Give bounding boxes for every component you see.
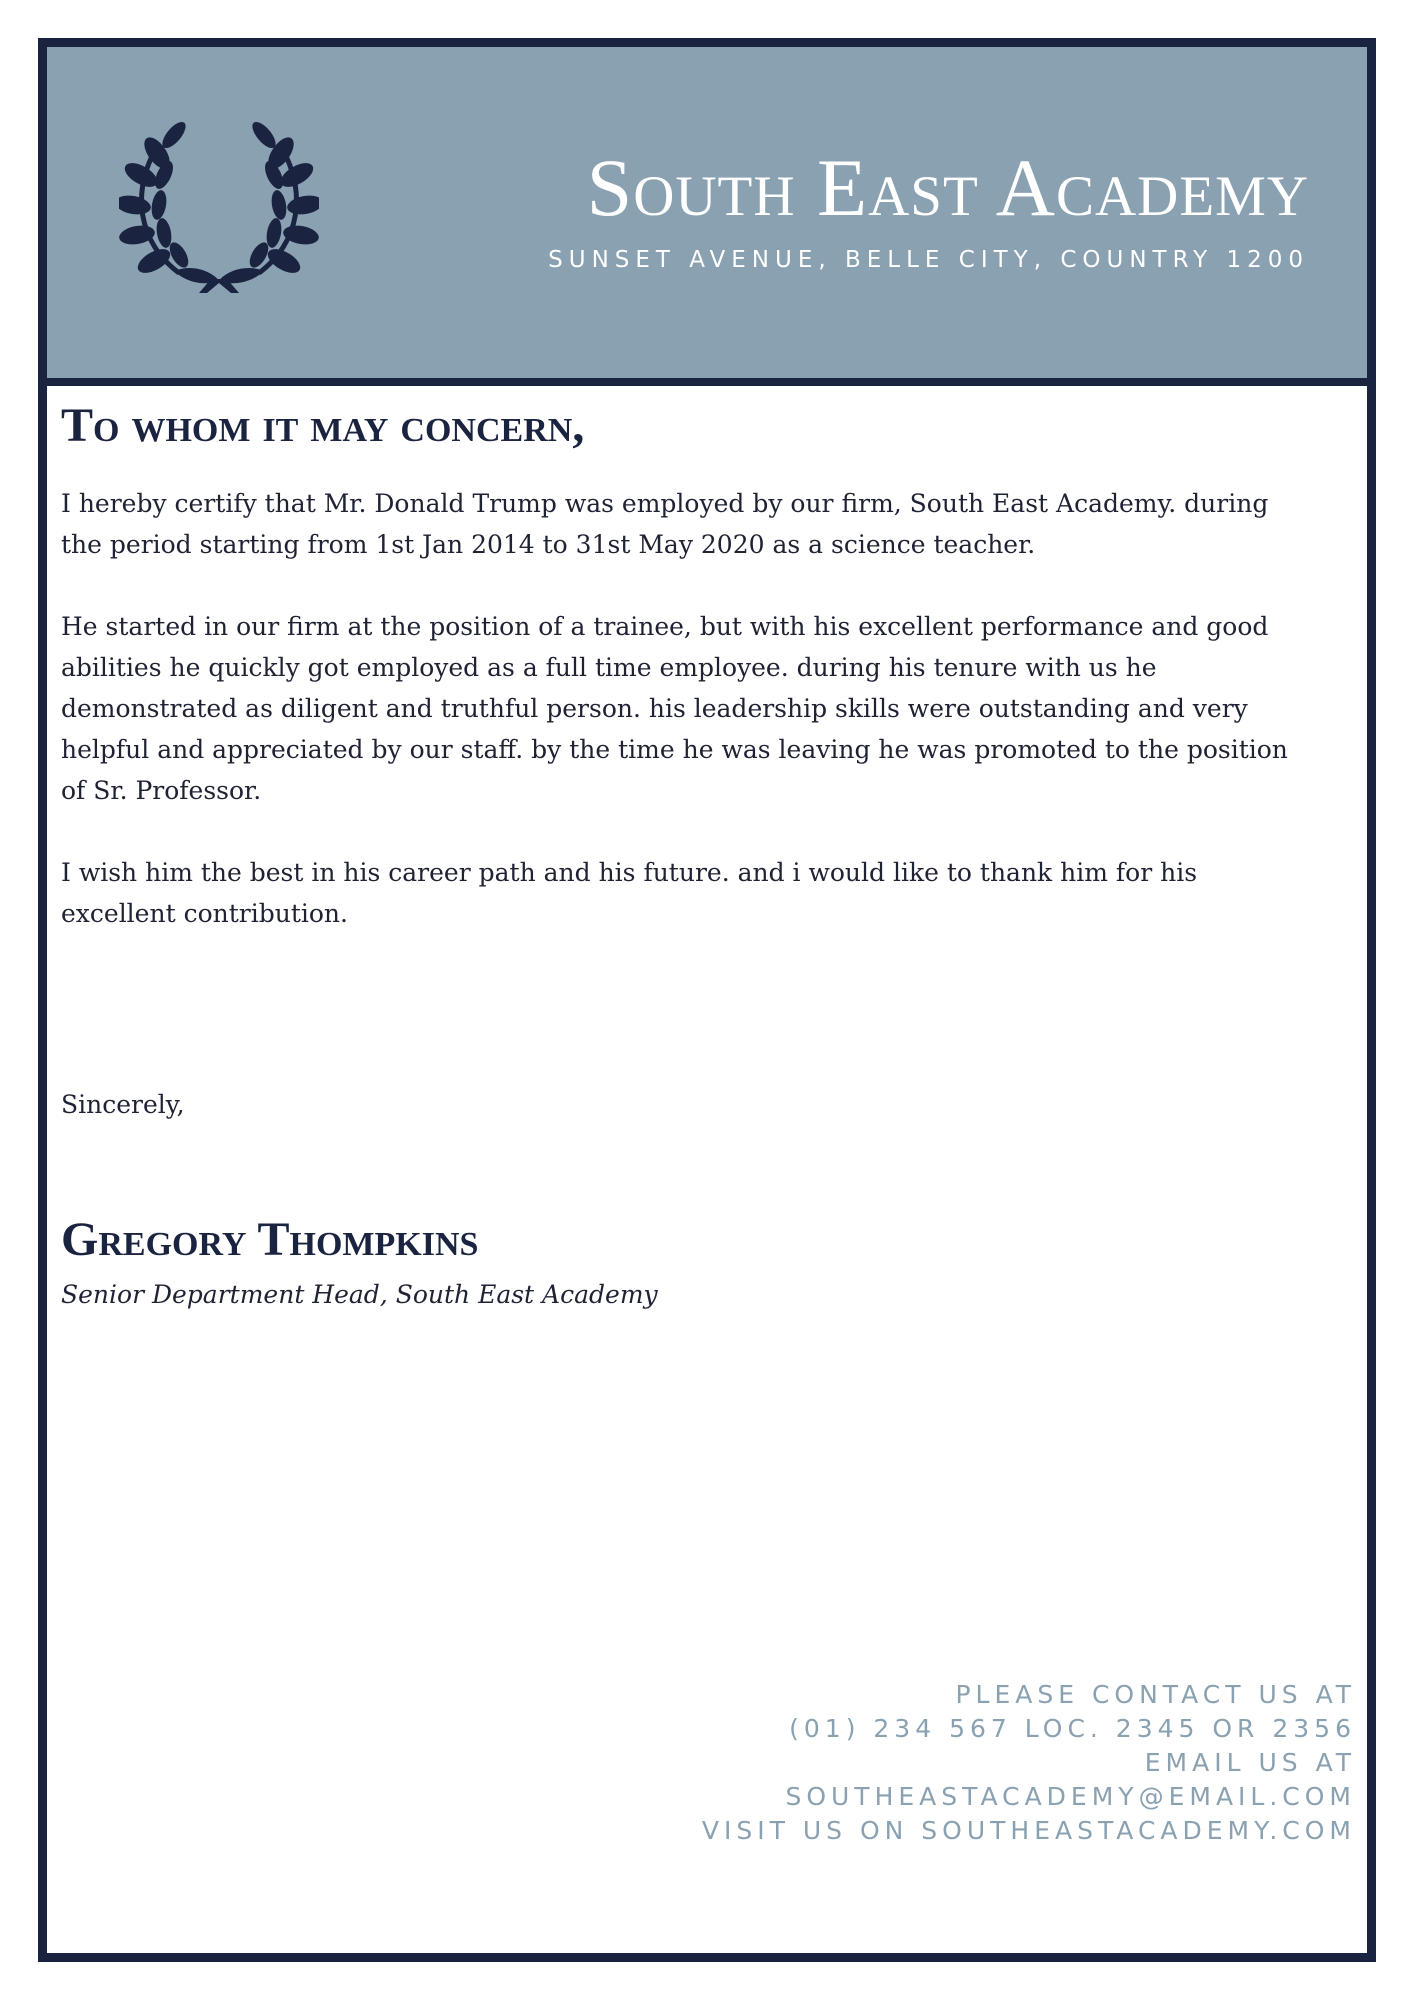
greeting: To whom it may concern,	[61, 399, 585, 452]
closing: Sincerely,	[61, 1090, 185, 1119]
org-address: SUNSET AVENUE, BELLE CITY, COUNTRY 1200	[548, 247, 1309, 273]
laurel-wreath-icon	[119, 113, 319, 293]
letter-body	[61, 400, 1291, 975]
contact-line: EMAIL US AT	[1144, 1748, 1356, 1777]
body-paragraph: I wish him the best in his career path and his future. and i would like to thank him for his excellent contribution.	[61, 857, 1198, 928]
contact-line: PLEASE CONTACT US AT	[955, 1680, 1356, 1709]
contact-website: VISIT US ON SOUTHEASTACADEMY.COM	[701, 1816, 1356, 1845]
body-paragraph: I hereby certify that Mr. Donald Trump was employed by our firm, South East Academy. during the period starting from 1st Jan 2014 to 31st May 2020 as a science teacher.	[61, 488, 1269, 559]
contact-block	[702, 1678, 1356, 1848]
signatory-title: Senior Department Head, South East Academy	[61, 1280, 658, 1309]
contact-phone: (01) 234 567 LOC. 2345 OR 2356	[789, 1714, 1356, 1743]
contact-email: SOUTHEASTACADEMY@EMAIL.COM	[785, 1782, 1356, 1811]
org-name: South East Academy	[586, 142, 1309, 233]
letterhead-header	[47, 47, 1367, 386]
signatory-name: Gregory Thompkins	[61, 1213, 479, 1266]
letter-frame	[38, 38, 1376, 1962]
body-paragraph: He started in our firm at the position of a trainee, but with his excellent performance and good abilities he quickly got employed as a full time employee. during his tenure with us he demonstrated as diligent and truthful person. his leadership skills were outstanding and very helpful and appreciated by our staff. by the time he was leaving he was promoted to the position of Sr. Professor.	[61, 611, 1288, 805]
